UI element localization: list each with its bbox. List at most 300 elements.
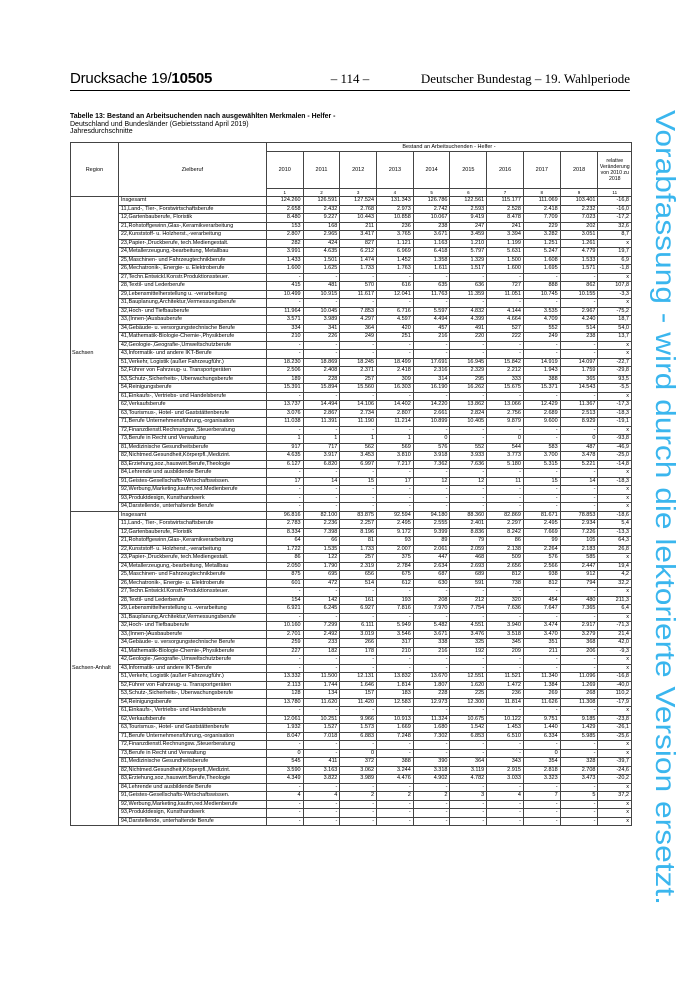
value-cell: 5.221 [560, 460, 598, 469]
value-cell: 1.329 [450, 256, 487, 265]
value-cell: 11.051 [487, 290, 524, 299]
value-cell: 18.230 [266, 358, 303, 367]
value-cell: 14.097 [560, 358, 598, 367]
value-cell: 2.183 [560, 545, 598, 554]
value-cell: 10.915 [303, 290, 340, 299]
value-cell: 3.476 [450, 630, 487, 639]
zielberuf-cell: 81,Medizinische Gesundheitsberufe [118, 758, 266, 767]
value-cell: - [450, 817, 487, 826]
value-cell: 6.127 [266, 460, 303, 469]
value-cell: 1.453 [487, 724, 524, 733]
table-row [71, 766, 632, 775]
value-cell: 7.217 [377, 460, 414, 469]
value-cell: 1.533 [560, 256, 598, 265]
col-header-year: 2017 [523, 152, 560, 189]
value-cell: - [413, 469, 450, 478]
value-cell: 585 [560, 554, 598, 563]
value-cell: 236 [487, 690, 524, 699]
value-cell: x [598, 341, 632, 350]
table-row [71, 494, 632, 503]
zielberuf-cell: 61,Einkaufs-, Vertriebs- und Handelsberufe [118, 707, 266, 716]
value-cell: 738 [487, 579, 524, 588]
value-cell: 6.334 [523, 732, 560, 741]
value-cell: - [377, 299, 414, 308]
value-cell: 457 [413, 324, 450, 333]
zielberuf-cell: 41,Mathematik-Biologie-Chemie-,Physikberufe [118, 333, 266, 342]
value-cell: 6.418 [413, 248, 450, 257]
value-cell: 6.245 [303, 605, 340, 614]
col-header-year: 2010 [266, 152, 303, 189]
value-cell: 157 [340, 690, 377, 699]
value-cell: 10.899 [413, 418, 450, 427]
value-cell: 122 [303, 554, 340, 563]
table-row [71, 613, 632, 622]
value-cell: 3.989 [303, 316, 340, 325]
value-cell: 2.915 [487, 766, 524, 775]
zielberuf-cell: 32,Hoch- und Tiefbauberufe [118, 622, 266, 631]
table-row [71, 214, 632, 223]
value-cell: 88.360 [450, 511, 487, 520]
value-cell: - [450, 664, 487, 673]
value-cell: 111.069 [523, 197, 560, 206]
value-cell: 3.810 [377, 452, 414, 461]
value-cell: 2.401 [450, 520, 487, 529]
value-cell: 189 [266, 375, 303, 384]
value-cell: 527 [487, 324, 524, 333]
value-cell: 1.733 [340, 265, 377, 274]
value-cell: 1.163 [413, 239, 450, 248]
value-cell: 3.470 [523, 630, 560, 639]
zielberuf-cell: 21,Rohstoffgewinn,Glas-,Keramikverarbeitung [118, 537, 266, 546]
value-cell: x [598, 469, 632, 478]
value-cell: - [487, 800, 524, 809]
value-cell: 6.883 [340, 732, 377, 741]
value-cell: - [377, 469, 414, 478]
value-cell: 1.500 [487, 256, 524, 265]
table-row [71, 316, 632, 325]
value-cell: 81.671 [523, 511, 560, 520]
value-cell: 875 [266, 571, 303, 580]
value-cell: 17 [266, 477, 303, 486]
value-cell: 338 [413, 639, 450, 648]
value-cell: 8.480 [266, 214, 303, 223]
value-cell: 333 [487, 375, 524, 384]
value-cell: - [340, 741, 377, 750]
value-cell: 96.816 [266, 511, 303, 520]
value-cell: 1.733 [340, 545, 377, 554]
table-row [71, 273, 632, 282]
value-cell: 11.359 [450, 290, 487, 299]
col-header-year: 2011 [303, 152, 340, 189]
table-row [71, 477, 632, 486]
value-cell: 15 [340, 477, 377, 486]
value-cell: -9,3 [598, 647, 632, 656]
value-cell: 78.853 [560, 511, 598, 520]
value-cell: 345 [487, 639, 524, 648]
table-row [71, 528, 632, 537]
value-cell: - [450, 783, 487, 792]
value-cell: 1.646 [340, 681, 377, 690]
zielberuf-cell: 53,Schutz-,Sicherheits-, Überwachungsberufe [118, 690, 266, 699]
value-cell: 3.459 [450, 231, 487, 240]
table-row [71, 639, 632, 648]
col-number: 4 [377, 189, 414, 197]
value-cell: 11.763 [413, 290, 450, 299]
value-cell: 6,4 [598, 605, 632, 614]
value-cell: 4 [266, 792, 303, 801]
value-cell: 862 [560, 282, 598, 291]
value-cell: 21,4 [598, 630, 632, 639]
value-cell: - [560, 707, 598, 716]
value-cell: - [413, 494, 450, 503]
value-cell: 2.593 [450, 205, 487, 214]
value-cell: 259 [266, 639, 303, 648]
value-cell: 2.566 [523, 562, 560, 571]
value-cell: 269 [523, 690, 560, 699]
table-row [71, 630, 632, 639]
value-cell: 365 [560, 375, 598, 384]
value-cell: 1.472 [487, 681, 524, 690]
value-cell: 601 [266, 579, 303, 588]
value-cell: - [266, 809, 303, 818]
value-cell: 168 [303, 222, 340, 231]
value-cell: 8.047 [266, 732, 303, 741]
value-cell: - [450, 494, 487, 503]
region-cell: Sachsen [71, 197, 119, 512]
value-cell: 3.051 [560, 231, 598, 240]
value-cell: 11.617 [340, 290, 377, 299]
value-cell: - [413, 800, 450, 809]
value-cell: 2.867 [303, 409, 340, 418]
zielberuf-cell: 12,Gartenbauberufe, Floristik [118, 214, 266, 223]
value-cell: 1.608 [523, 256, 560, 265]
value-cell: 3.773 [487, 452, 524, 461]
col-number: 6 [450, 189, 487, 197]
value-cell: 2.783 [266, 520, 303, 529]
table-row [71, 401, 632, 410]
value-cell: 368 [560, 639, 598, 648]
table-subtitle: Deutschland und Bundesländer (Gebietsstand April 2019) [70, 120, 249, 128]
value-cell: 388 [523, 375, 560, 384]
value-cell: 388 [377, 758, 414, 767]
zielberuf-cell: 54,Reinigungsberufe [118, 384, 266, 393]
value-cell: - [303, 341, 340, 350]
value-cell: 11.814 [487, 698, 524, 707]
value-cell: 7.709 [523, 214, 560, 223]
value-cell: 6.820 [303, 460, 340, 469]
value-cell: 3.546 [377, 630, 414, 639]
value-cell: - [266, 741, 303, 750]
zielberuf-cell: 22,Kunststoff- u. Holzherst.,-verarbeitung [118, 231, 266, 240]
value-cell: 8.836 [450, 528, 487, 537]
value-cell: 2.818 [523, 766, 560, 775]
value-cell: - [377, 656, 414, 665]
table-row [71, 511, 632, 520]
col-number: 2 [303, 189, 340, 197]
table-row [71, 248, 632, 257]
value-cell: - [266, 783, 303, 792]
value-cell: 13.780 [266, 698, 303, 707]
value-cell: - [487, 486, 524, 495]
table-row [71, 367, 632, 376]
value-cell: - [487, 588, 524, 597]
value-cell: 583 [523, 443, 560, 452]
value-cell: 1.210 [450, 239, 487, 248]
zielberuf-cell: 52,Führer von Fahrzeug- u. Transportgeräten [118, 367, 266, 376]
value-cell: - [487, 613, 524, 622]
table-row [71, 239, 632, 248]
value-cell: -40,0 [598, 681, 632, 690]
zielberuf-cell: 61,Einkaufs-, Vertriebs- und Handelsberufe [118, 392, 266, 401]
value-cell: -3,3 [598, 290, 632, 299]
value-cell: 341 [303, 324, 340, 333]
value-cell: x [598, 741, 632, 750]
value-cell: - [303, 494, 340, 503]
value-cell: x [598, 494, 632, 503]
value-cell: 2.965 [303, 231, 340, 240]
value-cell: x [598, 426, 632, 435]
value-cell: 656 [340, 571, 377, 580]
value-cell: 105 [560, 537, 598, 546]
value-cell: - [340, 664, 377, 673]
value-cell: -1,8 [598, 265, 632, 274]
value-cell: 888 [523, 282, 560, 291]
value-cell: - [560, 426, 598, 435]
table-row [71, 222, 632, 231]
value-cell: 251 [377, 333, 414, 342]
value-cell: 7.248 [377, 732, 414, 741]
zielberuf-cell: 11,Land-, Tier-, Forstwirtschaftsberufe [118, 520, 266, 529]
value-cell: 12.061 [266, 715, 303, 724]
value-cell: - [560, 817, 598, 826]
zielberuf-cell: 34,Gebäude- u. versorgungstechnische Berufe [118, 639, 266, 648]
value-cell: 689 [450, 571, 487, 580]
value-cell: 16.190 [413, 384, 450, 393]
value-cell: 7.647 [523, 605, 560, 614]
value-cell: 2.059 [450, 545, 487, 554]
value-cell: 1.695 [523, 265, 560, 274]
table-note: Jahresdurchschnitte [70, 128, 133, 135]
table-row [71, 265, 632, 274]
value-cell: - [377, 741, 414, 750]
value-cell: 6.921 [266, 605, 303, 614]
value-cell: - [413, 664, 450, 673]
value-cell: - [377, 707, 414, 716]
value-cell: - [340, 341, 377, 350]
value-cell: 552 [523, 324, 560, 333]
value-cell: 182 [303, 647, 340, 656]
zielberuf-cell: 83,Erziehung,soz.,hauswirt.Berufe,Theologie [118, 775, 266, 784]
zielberuf-cell: 27,Techn.Entwickl.Konstr.Produktionssteuer. [118, 273, 266, 282]
value-cell: x [598, 299, 632, 308]
value-cell: - [340, 707, 377, 716]
value-cell: - [303, 588, 340, 597]
value-cell: - [266, 486, 303, 495]
region-cell: Sachsen-Anhalt [71, 511, 119, 826]
value-cell: 334 [266, 324, 303, 333]
value-cell: 9.751 [523, 715, 560, 724]
value-cell: 7 [523, 792, 560, 801]
value-cell: 16.262 [450, 384, 487, 393]
value-cell: 11.500 [303, 673, 340, 682]
value-cell: 11.391 [303, 418, 340, 427]
value-cell: 2.212 [487, 367, 524, 376]
value-cell: 103.401 [560, 197, 598, 206]
value-cell: - [377, 783, 414, 792]
value-cell: 9.879 [487, 418, 524, 427]
col-header-year: 2016 [487, 152, 524, 189]
value-cell: 154 [266, 596, 303, 605]
value-cell: - [340, 469, 377, 478]
value-cell: 7.018 [303, 732, 340, 741]
value-cell: 390 [413, 758, 450, 767]
value-cell: 8.334 [266, 528, 303, 537]
value-cell: 15.391 [266, 384, 303, 393]
value-cell: 1.527 [303, 724, 340, 733]
value-cell: 11.964 [266, 307, 303, 316]
value-cell: - [523, 741, 560, 750]
value-cell: 1 [377, 435, 414, 444]
value-cell: 317 [377, 639, 414, 648]
value-cell: - [377, 817, 414, 826]
value-cell: 11.324 [413, 715, 450, 724]
value-cell: 2.495 [523, 520, 560, 529]
value-cell: 14.220 [413, 401, 450, 410]
table-row [71, 545, 632, 554]
zielberuf-cell: 93,Produktdesign, Kunsthandwerk [118, 494, 266, 503]
table-row [71, 392, 632, 401]
value-cell: 9.399 [413, 528, 450, 537]
value-cell: 3.282 [523, 231, 560, 240]
value-cell: 211 [340, 222, 377, 231]
value-cell: 2.061 [413, 545, 450, 554]
value-cell: 18.499 [377, 358, 414, 367]
value-cell: 3.671 [413, 231, 450, 240]
value-cell: 6.853 [450, 732, 487, 741]
col-header-year: 2014 [413, 152, 450, 189]
value-cell: 1.611 [413, 265, 450, 274]
value-cell: 545 [266, 758, 303, 767]
value-cell: - [523, 588, 560, 597]
table-row [71, 724, 632, 733]
value-cell: 2.316 [413, 367, 450, 376]
value-cell: - [560, 656, 598, 665]
value-cell: 7.816 [377, 605, 414, 614]
value-cell: - [340, 426, 377, 435]
table-row [71, 205, 632, 214]
value-cell: - [523, 809, 560, 818]
value-cell: 2.236 [303, 520, 340, 529]
value-cell: 10.251 [303, 715, 340, 724]
value-cell: 208 [413, 596, 450, 605]
value-cell: 4.597 [377, 316, 414, 325]
value-cell: 2.807 [266, 231, 303, 240]
table-row [71, 647, 632, 656]
value-cell: 1.121 [377, 239, 414, 248]
value-cell: -24,6 [598, 766, 632, 775]
zielberuf-cell: 72,Finanzdienstl.Rechnungsw.,Steuerberatung [118, 741, 266, 750]
zielberuf-cell: 63,Tourismus-, Hotel- und Gaststättenberufe [118, 724, 266, 733]
value-cell: 82.100 [303, 511, 340, 520]
value-cell: 1.744 [303, 681, 340, 690]
value-cell: 4 [487, 792, 524, 801]
value-cell: 695 [303, 571, 340, 580]
value-cell: 1.600 [487, 265, 524, 274]
value-cell: -29,8 [598, 367, 632, 376]
value-cell: - [413, 817, 450, 826]
value-cell: 411 [303, 758, 340, 767]
value-cell: 32,6 [598, 222, 632, 231]
value-cell: 6.997 [340, 460, 377, 469]
value-cell: 134 [303, 690, 340, 699]
value-cell: - [266, 469, 303, 478]
value-cell: 9.600 [523, 418, 560, 427]
value-cell: - [523, 392, 560, 401]
value-cell: 2.492 [303, 630, 340, 639]
value-cell: 249 [340, 333, 377, 342]
value-cell: 8,7 [598, 231, 632, 240]
value-cell: 4.551 [450, 622, 487, 631]
value-cell: 257 [340, 554, 377, 563]
value-cell: -18,3 [598, 477, 632, 486]
value-cell: - [487, 741, 524, 750]
table-row [71, 783, 632, 792]
value-cell: - [413, 503, 450, 512]
value-cell: 7.398 [303, 528, 340, 537]
value-cell: 8.196 [340, 528, 377, 537]
table-row [71, 622, 632, 631]
value-cell: - [303, 299, 340, 308]
value-cell: - [377, 800, 414, 809]
table-row [71, 197, 632, 206]
value-cell: 491 [450, 324, 487, 333]
header-rule [70, 90, 630, 91]
value-cell: - [450, 273, 487, 282]
value-cell: 3.394 [487, 231, 524, 240]
value-cell: - [377, 494, 414, 503]
value-cell: 2.734 [340, 409, 377, 418]
value-cell: 6.111 [340, 622, 377, 631]
value-cell: - [340, 392, 377, 401]
value-cell: 3.590 [266, 766, 303, 775]
table-row [71, 792, 632, 801]
value-cell: - [340, 588, 377, 597]
value-cell: 1.943 [523, 367, 560, 376]
zielberuf-cell: 43,Informatik- und andere IKT-Berufe [118, 664, 266, 673]
value-cell: 216 [413, 333, 450, 342]
value-cell: x [598, 664, 632, 673]
value-cell: 2.506 [266, 367, 303, 376]
value-cell: 238 [413, 222, 450, 231]
value-cell: - [487, 503, 524, 512]
value-cell: - [413, 783, 450, 792]
value-cell: 13.832 [377, 673, 414, 682]
value-cell: 15.894 [303, 384, 340, 393]
value-cell: 6.716 [377, 307, 414, 316]
value-cell: - [487, 341, 524, 350]
value-cell: 4.144 [487, 307, 524, 316]
value-cell: - [450, 588, 487, 597]
value-cell: 375 [377, 554, 414, 563]
value-cell: 354 [523, 758, 560, 767]
value-cell: 4.399 [450, 316, 487, 325]
value-cell: - [340, 273, 377, 282]
value-cell: 3.933 [450, 452, 487, 461]
zielberuf-cell: 62,Verkaufsberufe [118, 715, 266, 724]
col-number: 5 [413, 189, 450, 197]
value-cell: 222 [487, 333, 524, 342]
zielberuf-cell: 23,Papier-,Druckberufe, tech.Mediengestalt. [118, 554, 266, 563]
